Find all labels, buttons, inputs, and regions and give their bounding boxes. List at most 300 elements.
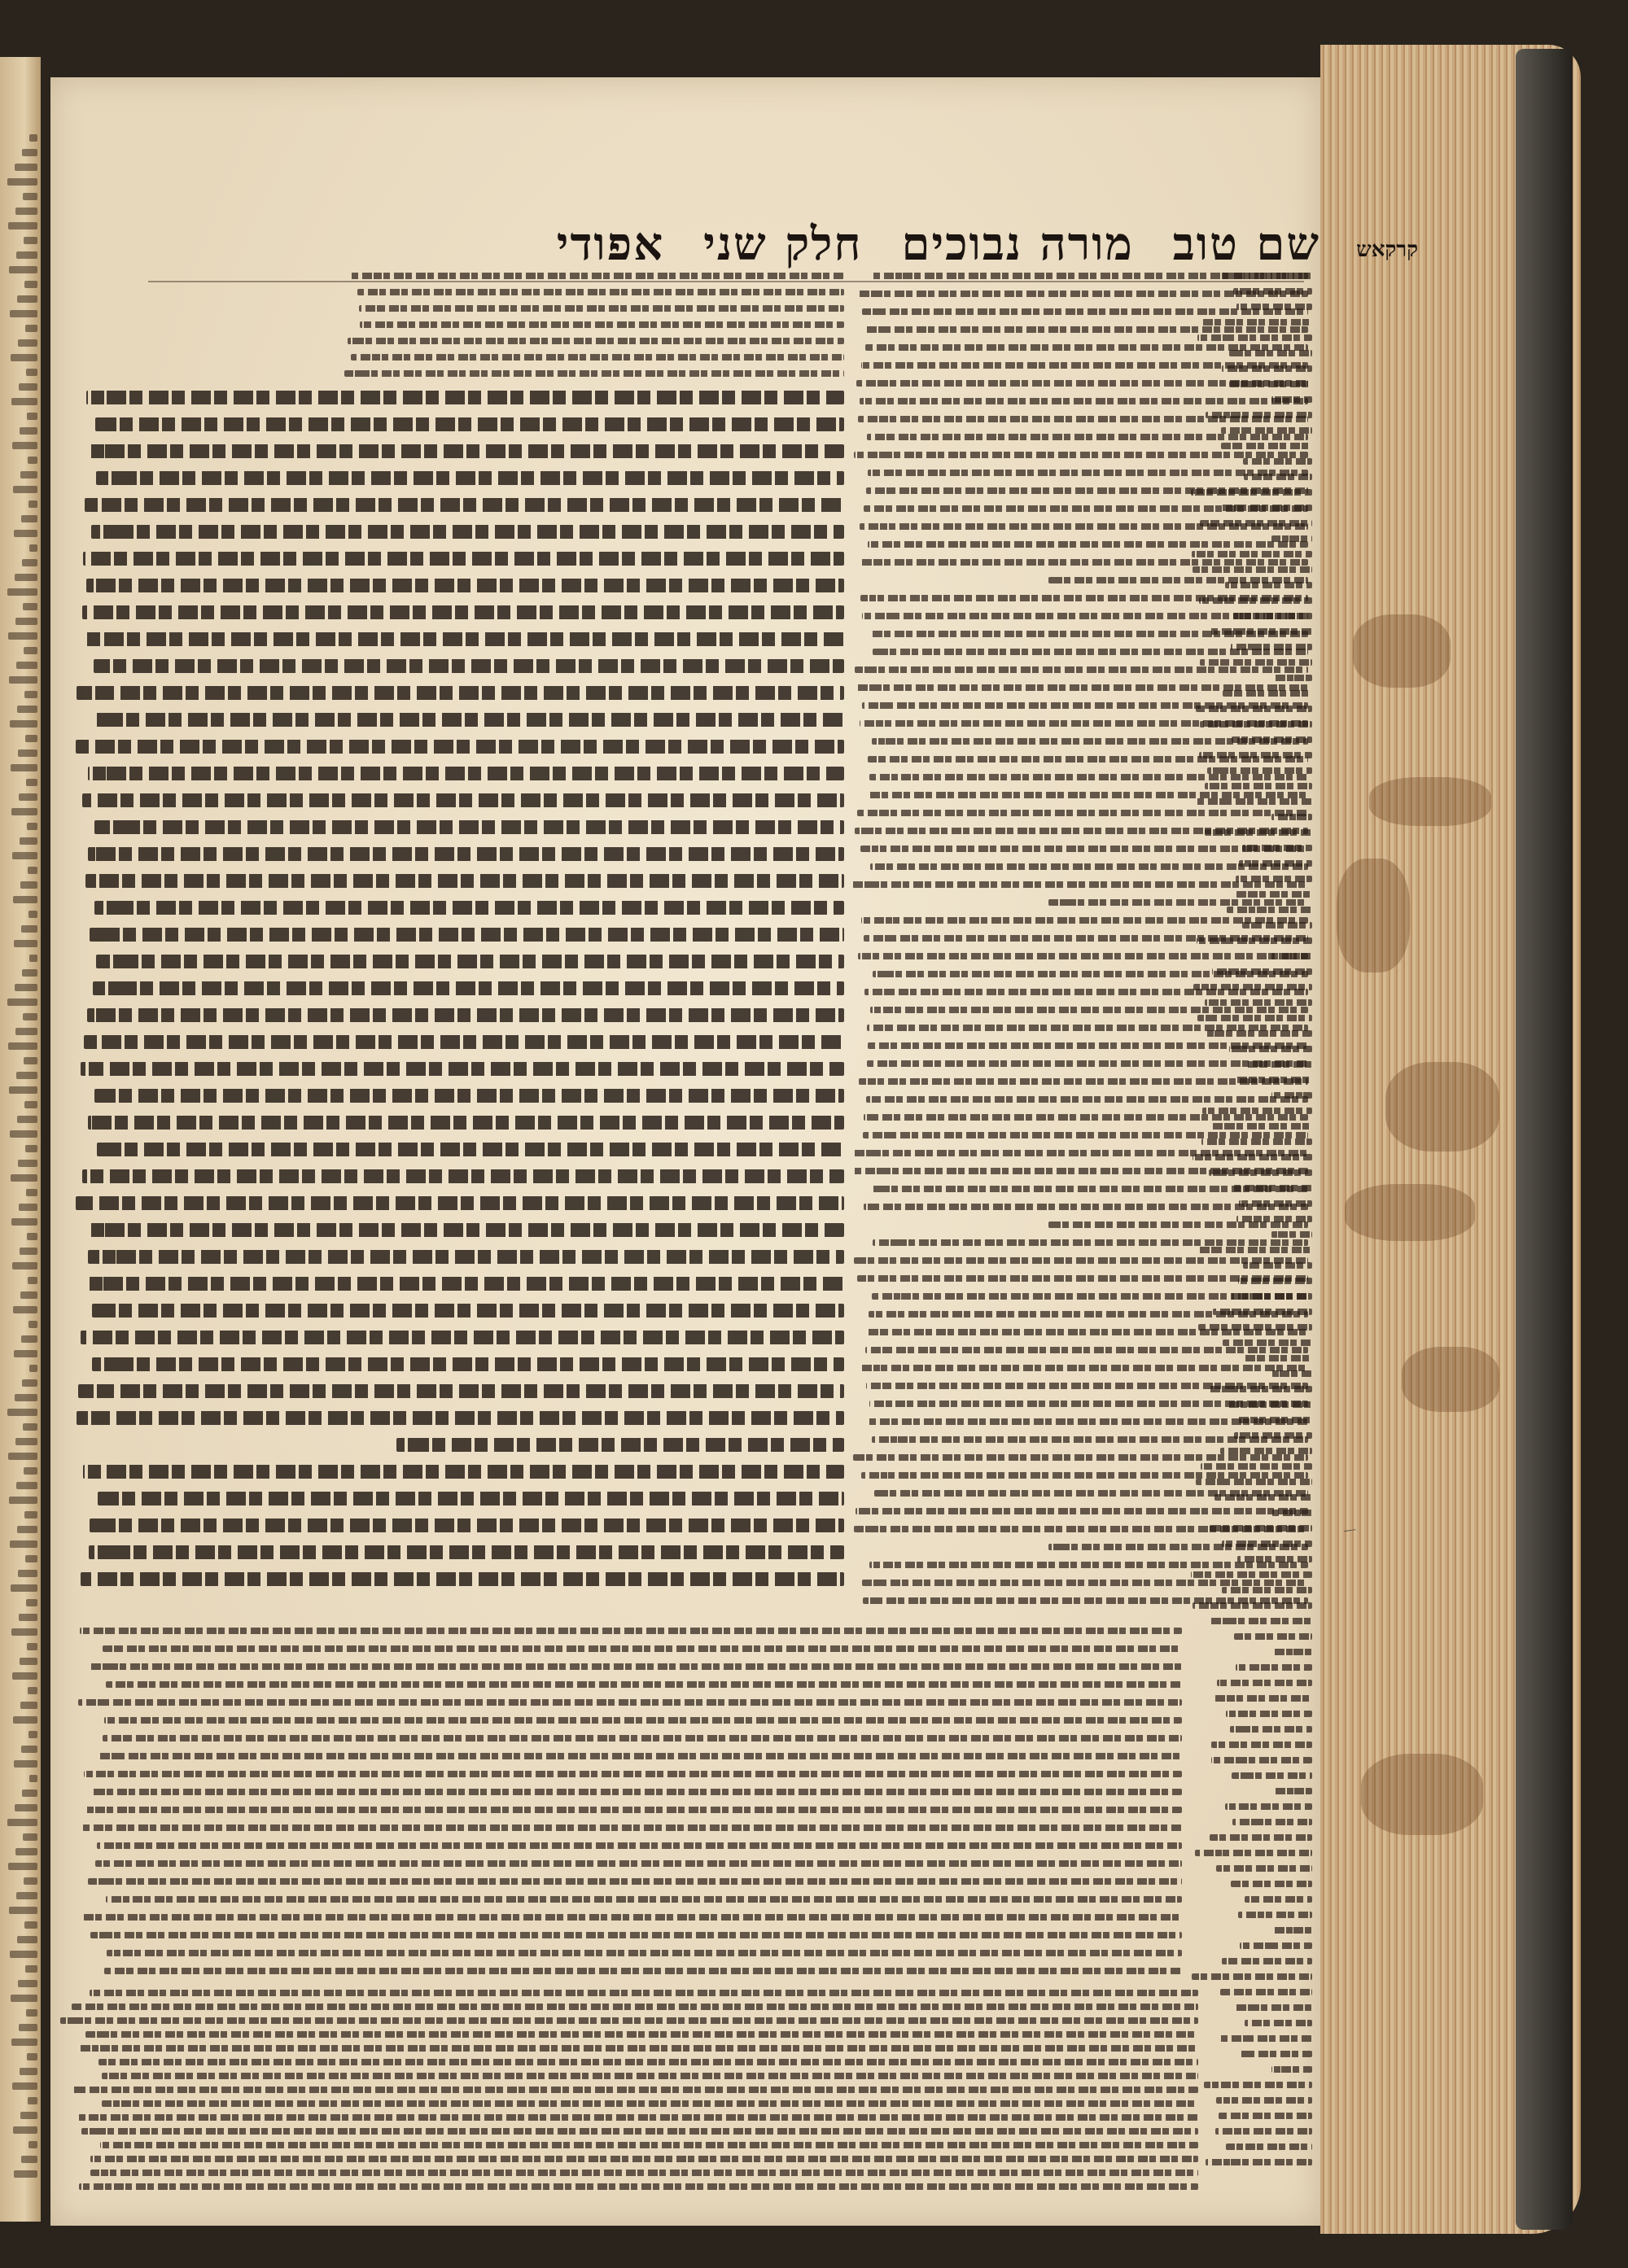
facing-text-line xyxy=(11,1995,37,2002)
text-line xyxy=(1271,535,1312,542)
text-line xyxy=(90,1932,1182,1938)
text-line xyxy=(1245,2020,1312,2026)
facing-text-line xyxy=(18,749,37,757)
text-line xyxy=(88,1878,1182,1885)
facing-text-line xyxy=(25,735,37,742)
text-line xyxy=(84,1035,844,1049)
text-line xyxy=(351,354,844,361)
text-line xyxy=(1234,1432,1312,1439)
text-line xyxy=(83,1914,1182,1921)
facing-text-line xyxy=(20,427,37,435)
text-line xyxy=(1242,845,1312,851)
text-line xyxy=(98,1753,1182,1759)
text-line xyxy=(1271,2066,1312,2073)
text-line xyxy=(1227,907,1312,913)
facing-text-line xyxy=(26,779,37,786)
facing-text-line xyxy=(11,354,37,361)
facing-text-line xyxy=(10,1540,37,1548)
text-line xyxy=(84,1771,1182,1777)
water-stain xyxy=(1369,777,1491,826)
text-line xyxy=(81,1572,844,1586)
text-line xyxy=(98,2059,1198,2065)
facing-text-line xyxy=(8,222,37,229)
text-line xyxy=(78,2114,1198,2121)
text-line xyxy=(1197,798,1312,805)
text-line xyxy=(1196,1479,1312,1485)
facing-text-line xyxy=(9,266,37,273)
top-gloss-block xyxy=(344,273,844,387)
facing-text-line xyxy=(17,1936,37,1943)
facing-text-line xyxy=(13,1306,37,1313)
facing-text-line xyxy=(27,413,37,420)
text-line xyxy=(1271,396,1312,403)
facing-text-line xyxy=(27,2053,37,2060)
facing-text-line xyxy=(21,2156,37,2163)
text-line xyxy=(1210,1525,1312,1532)
text-line xyxy=(1214,1695,1312,1702)
facing-text-line xyxy=(24,1877,37,1885)
facing-text-line xyxy=(28,1277,37,1284)
text-line xyxy=(1219,505,1312,511)
text-line xyxy=(1205,829,1312,836)
text-line xyxy=(1220,273,1312,279)
facing-text-line xyxy=(11,764,37,771)
text-line xyxy=(94,659,844,673)
text-line xyxy=(95,713,844,727)
facing-text-line xyxy=(8,1453,37,1460)
text-line xyxy=(1232,1772,1312,1779)
text-line xyxy=(1197,937,1312,944)
facing-text-line xyxy=(15,1848,37,1855)
facing-text-line xyxy=(20,1658,37,1665)
text-line xyxy=(1229,350,1312,356)
text-line xyxy=(1237,1556,1312,1562)
text-line xyxy=(1214,1494,1312,1501)
text-line xyxy=(1271,1649,1312,1655)
text-line xyxy=(88,847,844,861)
text-line xyxy=(88,1250,844,1264)
text-line xyxy=(1193,984,1312,990)
running-head-title-1: שם טוב xyxy=(1172,217,1320,271)
facing-text-line xyxy=(23,193,37,200)
facing-text-line xyxy=(15,1438,37,1445)
facing-text-line xyxy=(16,1482,37,1489)
text-line xyxy=(1212,1123,1312,1130)
text-line xyxy=(1211,1757,1312,1763)
text-line xyxy=(1216,1865,1312,1872)
text-line xyxy=(1271,953,1312,959)
text-line xyxy=(1222,1540,1312,1547)
running-head-title-3: חלק שני xyxy=(703,217,863,271)
facing-text-line xyxy=(28,500,37,508)
text-line xyxy=(85,1807,1182,1813)
text-line xyxy=(81,1331,844,1344)
facing-text-line xyxy=(10,1130,37,1138)
facing-text-line xyxy=(29,955,37,962)
text-line xyxy=(1192,1973,1312,1980)
text-line xyxy=(1225,582,1312,588)
facing-text-line xyxy=(11,1628,37,1636)
text-line xyxy=(1210,1834,1312,1841)
text-line xyxy=(1232,1819,1312,1825)
facing-text-line xyxy=(17,706,37,713)
main-text-column xyxy=(75,391,844,1615)
text-line xyxy=(97,1143,844,1156)
facing-text-line xyxy=(29,1365,37,1372)
text-line xyxy=(104,1717,1182,1724)
facing-text-line xyxy=(23,1423,37,1431)
text-line xyxy=(1271,675,1312,681)
text-line xyxy=(1206,2159,1312,2165)
text-line xyxy=(1222,365,1312,372)
text-line xyxy=(360,321,844,328)
facing-text-line xyxy=(28,1731,37,1738)
text-line xyxy=(1205,783,1312,789)
facing-text-line xyxy=(15,1028,37,1035)
text-line xyxy=(77,686,844,700)
text-line xyxy=(1209,1169,1312,1176)
facing-text-line xyxy=(29,544,37,552)
catchword: קרקאש xyxy=(1356,238,1418,262)
text-line xyxy=(1206,412,1312,418)
text-line xyxy=(1201,1463,1312,1470)
text-line xyxy=(1236,1664,1312,1671)
text-line xyxy=(1215,2128,1312,2135)
text-line xyxy=(348,338,844,344)
facing-text-line xyxy=(9,676,37,684)
facing-page-edge xyxy=(0,57,41,2222)
text-line xyxy=(88,767,844,780)
text-line xyxy=(1245,1896,1312,1903)
facing-text-line xyxy=(9,1907,37,1914)
text-line xyxy=(78,1699,1182,1706)
facing-text-line xyxy=(12,2082,37,2090)
text-line xyxy=(1191,489,1312,496)
text-line xyxy=(77,1411,844,1425)
facing-text-line xyxy=(23,1013,37,1020)
facing-text-line xyxy=(15,574,37,581)
text-line xyxy=(80,2045,1198,2052)
text-line xyxy=(1193,1602,1312,1609)
facing-text-line xyxy=(21,1335,37,1343)
text-line xyxy=(1271,1927,1312,1934)
facing-text-line xyxy=(16,251,37,259)
facing-text-line xyxy=(23,603,37,610)
facing-text-line xyxy=(18,1570,37,1577)
text-line xyxy=(1236,304,1312,310)
facing-text-line xyxy=(21,1746,37,1753)
facing-text-line xyxy=(28,2097,37,2104)
text-line xyxy=(1197,334,1312,341)
text-line xyxy=(1222,1587,1312,1593)
text-line xyxy=(1200,721,1312,728)
printed-page xyxy=(50,77,1418,2226)
facing-text-line xyxy=(25,1555,37,1562)
text-line xyxy=(1229,381,1312,387)
text-line xyxy=(1242,922,1312,929)
text-line xyxy=(1229,1046,1312,1052)
text-line xyxy=(1202,319,1312,326)
text-line xyxy=(106,1896,1182,1903)
facing-text-line xyxy=(26,2009,37,2017)
facing-text-line xyxy=(24,691,37,698)
text-line xyxy=(1231,644,1312,650)
text-line xyxy=(106,1681,1182,1688)
facing-text-line xyxy=(28,911,37,918)
text-line xyxy=(85,498,844,512)
text-line xyxy=(86,579,844,592)
text-line xyxy=(92,1789,1182,1795)
facing-text-line xyxy=(11,398,37,405)
text-line xyxy=(1211,1741,1312,1748)
text-line xyxy=(1198,1324,1312,1331)
text-line xyxy=(92,1304,844,1318)
facing-text-line xyxy=(13,896,37,903)
water-stain xyxy=(1402,1347,1499,1412)
facing-text-line xyxy=(10,1951,37,1958)
facing-text-line xyxy=(19,793,37,801)
text-line xyxy=(1197,1015,1312,1021)
text-line xyxy=(82,605,844,619)
text-line xyxy=(1212,968,1312,975)
facing-text-line xyxy=(8,1042,37,1050)
text-line xyxy=(1206,1030,1312,1037)
text-line xyxy=(91,525,844,539)
facing-text-line xyxy=(24,647,37,654)
facing-text-line xyxy=(15,984,37,991)
text-line xyxy=(1193,566,1312,573)
text-line xyxy=(92,1357,844,1371)
text-line xyxy=(357,289,844,295)
text-line xyxy=(79,2183,1198,2190)
text-line xyxy=(103,1735,1182,1741)
text-line xyxy=(94,1089,844,1103)
water-stain xyxy=(1337,859,1410,972)
text-line xyxy=(76,740,844,754)
facing-text-line xyxy=(22,1379,37,1387)
facing-text-line xyxy=(14,530,37,537)
facing-text-line xyxy=(18,1160,37,1167)
facing-text-line xyxy=(11,808,37,815)
facing-text-line xyxy=(29,134,37,142)
facing-text-line xyxy=(24,281,37,288)
water-stain xyxy=(1353,614,1451,688)
text-line xyxy=(72,2004,1198,2010)
facing-text-line xyxy=(17,1116,37,1123)
text-line xyxy=(85,632,844,646)
text-line xyxy=(1220,1989,1312,1995)
text-line xyxy=(88,1663,1182,1670)
facing-text-line xyxy=(20,1702,37,1709)
text-line xyxy=(1226,1711,1312,1717)
text-line xyxy=(1245,1061,1312,1068)
text-line xyxy=(1200,520,1312,527)
text-line xyxy=(1193,1154,1312,1160)
text-line xyxy=(90,1990,1198,1996)
facing-text-line xyxy=(20,2068,37,2075)
text-line xyxy=(1192,551,1312,557)
text-line xyxy=(1231,1881,1312,1887)
facing-text-line xyxy=(10,720,37,728)
text-line xyxy=(344,370,844,377)
facing-text-line xyxy=(28,1687,37,1694)
facing-text-line xyxy=(18,339,37,347)
facing-text-line xyxy=(22,1789,37,1797)
text-line xyxy=(1235,891,1312,898)
text-line xyxy=(76,1196,844,1210)
facing-text-line xyxy=(16,1072,37,1079)
facing-text-line xyxy=(20,881,37,889)
text-line xyxy=(396,1438,844,1452)
text-line xyxy=(1230,1726,1312,1733)
facing-text-line xyxy=(7,178,37,186)
facing-text-line xyxy=(24,1057,37,1064)
water-stain xyxy=(1361,1754,1483,1835)
facing-text-line xyxy=(25,325,37,332)
text-line xyxy=(1216,2097,1312,2104)
text-line xyxy=(86,391,844,404)
facing-text-line xyxy=(12,1672,37,1680)
text-line xyxy=(1209,1618,1312,1624)
text-line xyxy=(1245,1355,1312,1361)
facing-text-line xyxy=(15,1394,37,1401)
facing-text-line xyxy=(21,925,37,933)
facing-text-line xyxy=(26,1189,37,1196)
text-line xyxy=(1191,1571,1312,1578)
text-line xyxy=(90,2156,1198,2162)
facing-text-line xyxy=(15,164,37,171)
text-line xyxy=(1201,1138,1312,1145)
water-stain xyxy=(1385,1062,1499,1151)
facing-text-line xyxy=(15,208,37,215)
text-line xyxy=(82,1169,844,1183)
facing-text-line xyxy=(15,618,37,625)
facing-text-line xyxy=(27,1643,37,1650)
facing-text-line xyxy=(15,1804,37,1811)
facing-text-line xyxy=(27,1233,37,1240)
text-line xyxy=(100,2142,1198,2148)
facing-text-line xyxy=(18,1980,37,1987)
facing-text-line xyxy=(19,1204,37,1211)
text-line xyxy=(1271,1370,1312,1377)
text-line xyxy=(1243,458,1312,465)
text-line xyxy=(83,552,844,566)
text-line xyxy=(1233,613,1312,619)
text-line xyxy=(1233,288,1312,295)
facing-text-line xyxy=(16,662,37,669)
facing-text-line xyxy=(11,2039,37,2046)
text-line xyxy=(87,1008,844,1022)
facing-text-line xyxy=(19,1614,37,1621)
text-line xyxy=(102,2100,1198,2107)
facing-text-line xyxy=(20,1248,37,1255)
facing-text-line xyxy=(13,2126,37,2134)
text-line xyxy=(96,955,844,968)
facing-text-line xyxy=(12,852,37,859)
text-line xyxy=(1204,2082,1312,2088)
facing-text-line xyxy=(7,588,37,596)
text-line xyxy=(1236,1077,1312,1083)
running-head-title-2: מורה נבוכים xyxy=(901,217,1134,271)
facing-text-line xyxy=(24,1467,37,1475)
facing-text-line xyxy=(7,1819,37,1826)
text-line xyxy=(1244,474,1312,480)
text-line xyxy=(1198,1247,1312,1253)
text-line xyxy=(1233,1185,1312,1191)
text-line xyxy=(1222,1958,1312,1964)
text-line xyxy=(85,874,844,888)
book-spine xyxy=(1516,49,1573,2230)
facing-text-line xyxy=(20,2112,37,2119)
text-line xyxy=(1219,2113,1312,2119)
facing-text-line xyxy=(10,310,37,317)
text-line xyxy=(90,928,844,942)
text-line xyxy=(1221,427,1312,434)
facing-text-line xyxy=(13,1716,37,1724)
facing-text-line xyxy=(20,1291,37,1299)
text-line xyxy=(1196,706,1312,712)
facing-text-line xyxy=(24,237,37,244)
outer-margin-gloss xyxy=(1190,273,1312,2185)
facing-text-line xyxy=(25,1145,37,1152)
text-line xyxy=(88,444,844,458)
facing-text-line xyxy=(7,1409,37,1416)
facing-text-line xyxy=(28,2141,37,2148)
facing-text-line xyxy=(25,1965,37,1973)
text-line xyxy=(1238,1278,1312,1284)
running-head xyxy=(246,217,1418,271)
text-line xyxy=(1205,999,1312,1006)
text-line xyxy=(351,273,844,279)
text-line xyxy=(1206,1386,1312,1392)
text-line xyxy=(1221,443,1312,449)
text-line xyxy=(1271,814,1312,820)
running-head-title-4: אפודי xyxy=(556,217,665,271)
text-line xyxy=(96,471,844,485)
facing-text-line xyxy=(16,1892,37,1899)
facing-text-line xyxy=(24,1921,37,1929)
facing-text-line xyxy=(12,1262,37,1269)
text-line xyxy=(1234,1633,1312,1640)
text-line xyxy=(90,1519,844,1532)
facing-text-line xyxy=(22,149,37,156)
facing-text-line xyxy=(27,823,37,830)
text-line xyxy=(95,1860,1182,1867)
text-line xyxy=(94,820,844,834)
text-line xyxy=(78,1384,844,1398)
facing-text-line xyxy=(14,1760,37,1768)
text-line xyxy=(1223,1339,1312,1346)
text-line xyxy=(81,1062,844,1076)
facing-text-line xyxy=(8,632,37,640)
text-line xyxy=(104,1968,1182,1974)
text-line xyxy=(80,1628,1182,1634)
facing-text-line xyxy=(24,1101,37,1108)
facing-text-line xyxy=(8,1863,37,1870)
facing-text-line xyxy=(9,1086,37,1094)
facing-text-line xyxy=(17,1526,37,1533)
text-line xyxy=(1240,2051,1312,2057)
water-stain xyxy=(1345,1184,1475,1241)
facing-text-line xyxy=(12,442,37,449)
facing-text-line xyxy=(22,559,37,566)
facing-text-line xyxy=(7,999,37,1006)
text-line xyxy=(1233,2004,1312,2011)
facing-text-line xyxy=(11,1218,37,1226)
facing-text-line xyxy=(9,1497,37,1504)
text-line xyxy=(1200,659,1312,666)
facing-text-line xyxy=(24,1511,37,1519)
